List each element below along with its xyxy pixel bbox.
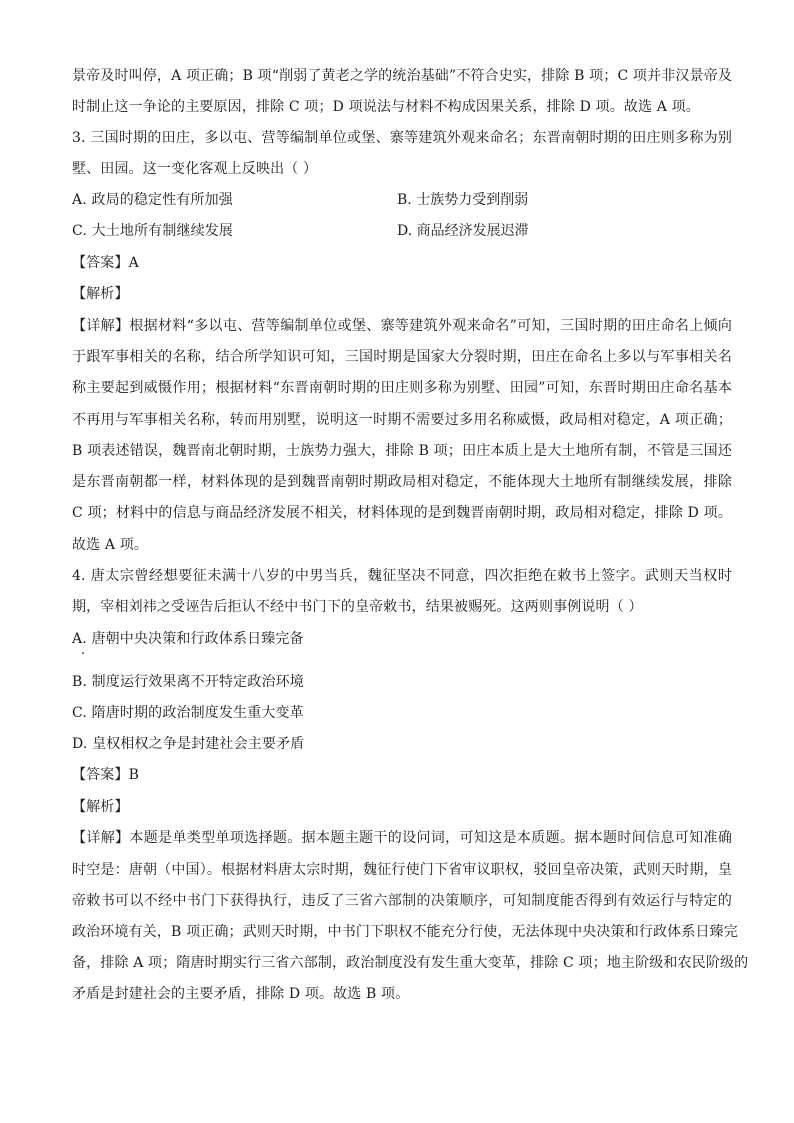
- explanation-line: 于跟军事相关的名称，结合所学知识可知，三国时期是国家大分裂时期，田庄在命名上多以与军事相关名: [72, 349, 732, 365]
- option-d: D. 商品经济发展迟滞: [397, 223, 529, 239]
- question-4-stem: 4. 唐太宗曾经想要征未满十八岁的中男当兵，魏征坚决不同意，四次拒绝在敕书上签字。武则天当权时: [72, 568, 732, 584]
- explanation-line: B 项表述错误，魏晋南北朝时期，士族势力强大，排除 B 项；田庄本质上是大土地所有制，不管是三国还: [72, 443, 732, 459]
- explanation-line: 备，排除 A 项；隋唐时期实行三省六部制，政治制度没有发生重大变革，排除 C 项；地主阶级和农民阶级的: [72, 955, 749, 971]
- option-c: C. 隋唐时期的政治制度发生重大变革: [72, 705, 304, 721]
- answer-label: 【答案】B: [72, 767, 140, 783]
- question-3-stem: 3. 三国时期的田庄，多以屯、营等编制单位或堡、寨等建筑外观来命名；东晋南朝时期的田庄则多称为别: [72, 130, 732, 146]
- explanation-line: 矛盾是封建社会的主要矛盾，排除 D 项。故选 B 项。: [72, 986, 410, 1002]
- explanation-line: 称主要起到威慑作用；根据材料“东晋南朝时期的田庄则多称为别墅、田园”可知，东晋时期田庄命名基本: [72, 380, 732, 396]
- option-c: C. 大土地所有制继续发展: [72, 223, 234, 239]
- question-4-stem: 期，宰相刘祎之受诬告后拒认不经中书门下的皇帝敕书，结果被赐死。这两则事例说明（ ）: [72, 599, 643, 615]
- option-b: B. 制度运行效果离不开特定政治环境: [72, 674, 304, 690]
- analysis-label: 【解析】: [72, 286, 129, 302]
- explanation-line: 时空是：唐朝（中国）。根据材料唐太宗时期，魏征行使门下省审议职权，驳回皇帝决策，武则天时期，皇: [72, 862, 732, 878]
- option-b: B. 士族势力受到削弱: [397, 192, 529, 208]
- explanation-line: 不再用与军事相关名称，转而用别墅，说明这一时期不需要过多用名称威慑，政局相对稳定，A 项正确；: [72, 412, 732, 428]
- analysis-label: 【解析】: [72, 799, 129, 815]
- question-3-stem: 墅、田园。这一变化客观上反映出（ ）: [72, 161, 318, 177]
- text-line: 景帝及时叫停，A 项正确；B 项“削弱了黄老之学的统治基础”不符合史实，排除 B 项；C 项并非汉景帝及: [72, 68, 732, 84]
- explanation-line: 故选 A 项。: [72, 537, 149, 553]
- explanation-line: 【详解】根据材料“多以屯、营等编制单位或堡、寨等建筑外观来命名”可知，三国时期的田庄命名上倾向: [72, 318, 732, 334]
- explanation-line: 政治环境有关，B 项正确；武则天时期，中书门下职权不能充分行使，无法体现中央决策和行政体系日臻完: [72, 924, 738, 940]
- text-line: 时制止这一争论的主要原因，排除 C 项；D 项说法与材料不构成因果关系，排除 D 项。故选 A 项。: [72, 99, 700, 115]
- explanation-line: 【详解】本题是单类型单项选择题。据本题主题干的设问词，可知这是本质题。据本题时间信息可知准确: [72, 830, 732, 846]
- option-a: A. 唐朝中央决策和行政体系日臻完备: [72, 631, 304, 647]
- explanation-line: 是东晋南朝都一样，材料体现的是到魏晋南朝时期政局相对稳定，不能体现大土地所有制继续发展，排除: [72, 474, 732, 490]
- option-a: A. 政局的稳定性有所加强: [72, 192, 233, 208]
- explanation-line: 帝敕书可以不经中书门下获得执行，违反了三省六部制的决策顺序，可知制度能否得到有效运行与特定的: [72, 893, 732, 909]
- stray-dot-mark: [82, 652, 84, 654]
- answer-label: 【答案】A: [72, 255, 139, 271]
- option-d: D. 皇权相权之争是封建社会主要矛盾: [72, 736, 305, 752]
- explanation-line: C 项；材料中的信息与商品经济发展不相关，材料体现的是到魏晋南朝时期，政局相对稳定，排除 D 项。: [72, 505, 732, 521]
